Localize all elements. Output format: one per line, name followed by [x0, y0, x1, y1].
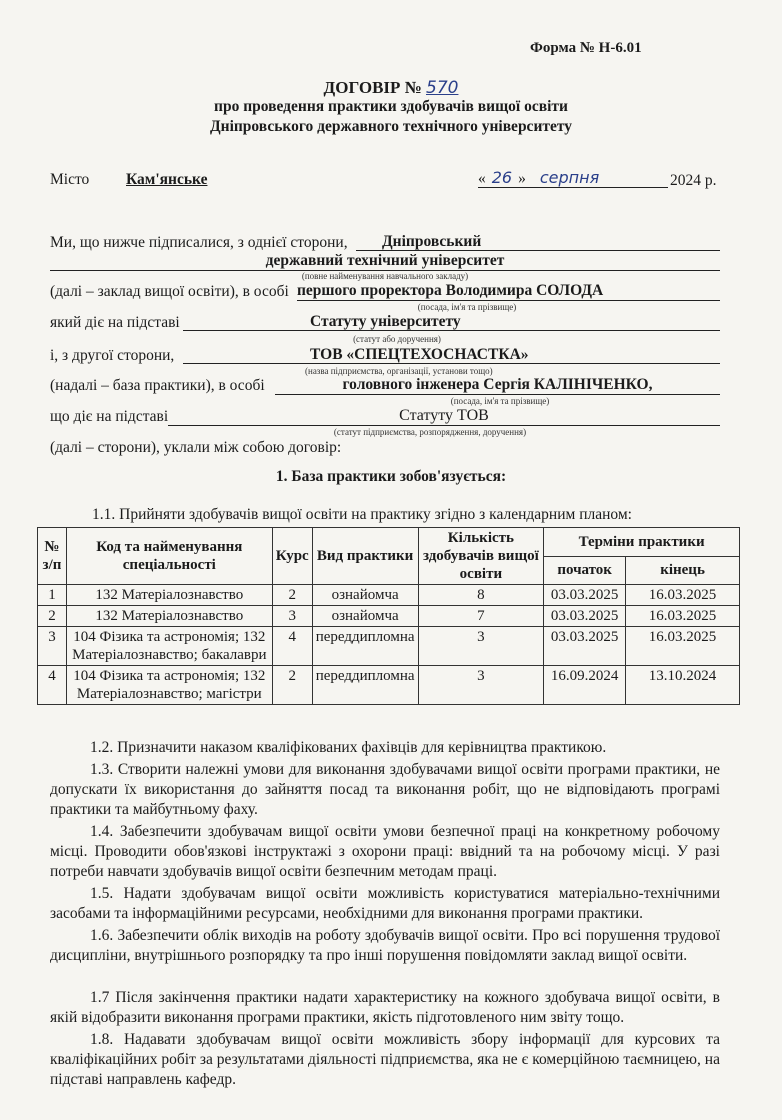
header-type: Вид практики [312, 528, 418, 585]
calendar-plan-table [37, 527, 740, 705]
header-course: Курс [272, 528, 312, 585]
company-rep: головного інженера Сергія КАЛІНІЧЕНКО, [275, 376, 720, 395]
university-basis: Статуту університету [183, 313, 720, 331]
cell-start: 16.09.2024 [544, 666, 626, 705]
quote: « [478, 170, 486, 187]
section-1-heading: 1. База практики зобов'язується: [275, 468, 507, 485]
cell-type: ознайомча [312, 606, 418, 627]
paragraph-1-6: 1.6. Забезпечити облік виходів на роботу здобувачів вищої освіти. Про всі порушення трудової дисципліни, внутрішнього розпорядку та про інші порушення повідомляти заклад вищої освіти. [50, 927, 720, 964]
city-label: Місто [50, 171, 90, 188]
caption: (статут або доручення) [353, 334, 441, 344]
header-specialty: Код та найменування спеціальності [66, 528, 272, 585]
item-1-1: 1.1. Прийняти здобувачів вищої освіти на практику згідно з календарним планом: [92, 506, 632, 523]
cell-start: 03.03.2025 [544, 585, 626, 606]
cell-type: ознайомча [312, 585, 418, 606]
university-name-1: Дніпровський [356, 233, 720, 251]
table-row [38, 666, 740, 705]
document-title [0, 78, 782, 98]
cell-course: 4 [272, 627, 312, 666]
paragraph-1-8: 1.8. Надавати здобувачам вищої освіти можливість збору інформації для курсових та кваліфікаційних робіт за результатами діяльності підприємства, яка не є комерційною таємницею, на підставі направлень кафедр. [50, 1031, 720, 1088]
caption: (статут підприємства, розпорядження, доручення) [333, 427, 527, 437]
cell-specialty: 132 Матеріалознавство [66, 606, 272, 627]
cell-specialty: 104 Фізика та астрономія; 132 Матеріалознавство; бакалаври [66, 627, 272, 666]
cell-end: 16.03.2025 [626, 627, 740, 666]
quote: » [518, 170, 526, 187]
caption: (посада, ім'я та прізвище) [450, 396, 550, 406]
table-row [38, 627, 740, 666]
paragraph-1-3: 1.3. Створити належні умови для виконання здобувачами вищої освіти програми практики, не допускати їх використання до зайняття посад та виконання робіт, що не відповідають програмі практики та майбутньому фаху. [50, 761, 720, 818]
paragraph-1-2: 1.2. Призначити наказом кваліфікованих фахівців для керівництва практикою. [90, 739, 607, 756]
table-row [38, 585, 740, 606]
subtitle-1: про проведення практики здобувачів вищої освіти [214, 98, 568, 115]
cell-no: 2 [38, 606, 67, 627]
university-name-2: державний технічний університет [50, 252, 720, 271]
date-month: серпня [539, 168, 600, 187]
date-day: 26 [491, 168, 513, 187]
date-year: 2024 р. [670, 172, 717, 189]
cell-count: 3 [418, 627, 544, 666]
company-name: ТОВ «СПЕЦТЕХОСНАСТКА» [183, 346, 720, 364]
cell-course: 2 [272, 666, 312, 705]
header-terms: Терміни практики [544, 528, 740, 557]
contract-number: 570 [426, 78, 459, 98]
cell-start: 03.03.2025 [544, 627, 626, 666]
cell-start: 03.03.2025 [544, 606, 626, 627]
cell-no: 3 [38, 627, 67, 666]
city-value: Кам'янське [126, 171, 208, 188]
cell-end: 16.03.2025 [626, 585, 740, 606]
cell-end: 16.03.2025 [626, 606, 740, 627]
caption: (посада, ім'я та прізвище) [417, 302, 517, 312]
paragraph-1-4: 1.4. Забезпечити здобувачам вищої освіти умови безпечної праці на конкретному робочому місці. Проводити обов'язкові інструктажі з охорони праці: ввідний та на робочому місці. У разі потреби навчати здобувачів вищої освіти безпечним методам праці. [50, 823, 720, 880]
table-row [38, 606, 740, 627]
company-basis: Статуту ТОВ [168, 407, 720, 426]
header-count: Кількість здобувачів вищої освіти [418, 528, 544, 585]
company-basis-label: що діє на підставі [50, 408, 169, 425]
table-header-row [38, 528, 740, 557]
parties-closing: (далі – сторони), уклали між собою договір: [50, 439, 342, 456]
university-rep: першого проректора Володимира СОЛОДА [297, 282, 720, 301]
caption: (повне найменування навчального закладу) [301, 271, 469, 281]
cell-course: 2 [272, 585, 312, 606]
cell-type: переддипломна [312, 627, 418, 666]
header-start: початок [544, 556, 626, 585]
subtitle-2: Дніпровського державного технічного університету [209, 118, 573, 135]
cell-count: 3 [418, 666, 544, 705]
date [478, 168, 668, 188]
cell-specialty: 104 Фізика та астрономія; 132 Матеріалознавство; магістри [66, 666, 272, 705]
paragraph-1-5: 1.5. Надати здобувачам вищої освіти можливість користуватися матеріально-технічними засобами та інформаційними ресурсами, необхідними для виконання програми практики. [50, 885, 720, 922]
cell-count: 7 [418, 606, 544, 627]
cell-no: 4 [38, 666, 67, 705]
cell-course: 3 [272, 606, 312, 627]
header-end: кінець [626, 556, 740, 585]
cell-count: 8 [418, 585, 544, 606]
header-no: № з/п [38, 528, 67, 585]
caption: (назва підприємства, організації, установи тощо) [305, 366, 493, 376]
form-number: Форма № Н-6.01 [530, 40, 642, 56]
company-rep-label: (надалі – база практики), в особі [50, 377, 265, 394]
title-prefix: ДОГОВІР № [323, 78, 422, 97]
cell-specialty: 132 Матеріалознавство [66, 585, 272, 606]
rep-label: (далі – заклад вищої освіти), в особі [50, 283, 289, 300]
cell-end: 13.10.2024 [626, 666, 740, 705]
other-party-label: і, з другої сторони, [50, 347, 175, 364]
paragraph-1-7: 1.7 Після закінчення практики надати характеристику на кожного здобувача вищої освіти, в якій відобразити виконання програми практики, якість підготовленого ним звіту тощо. [50, 989, 720, 1026]
cell-no: 1 [38, 585, 67, 606]
basis-label: який діє на підставі [50, 314, 180, 331]
parties-intro: Ми, що нижче підписалися, з однієї сторони, [50, 234, 348, 251]
cell-type: переддипломна [312, 666, 418, 705]
